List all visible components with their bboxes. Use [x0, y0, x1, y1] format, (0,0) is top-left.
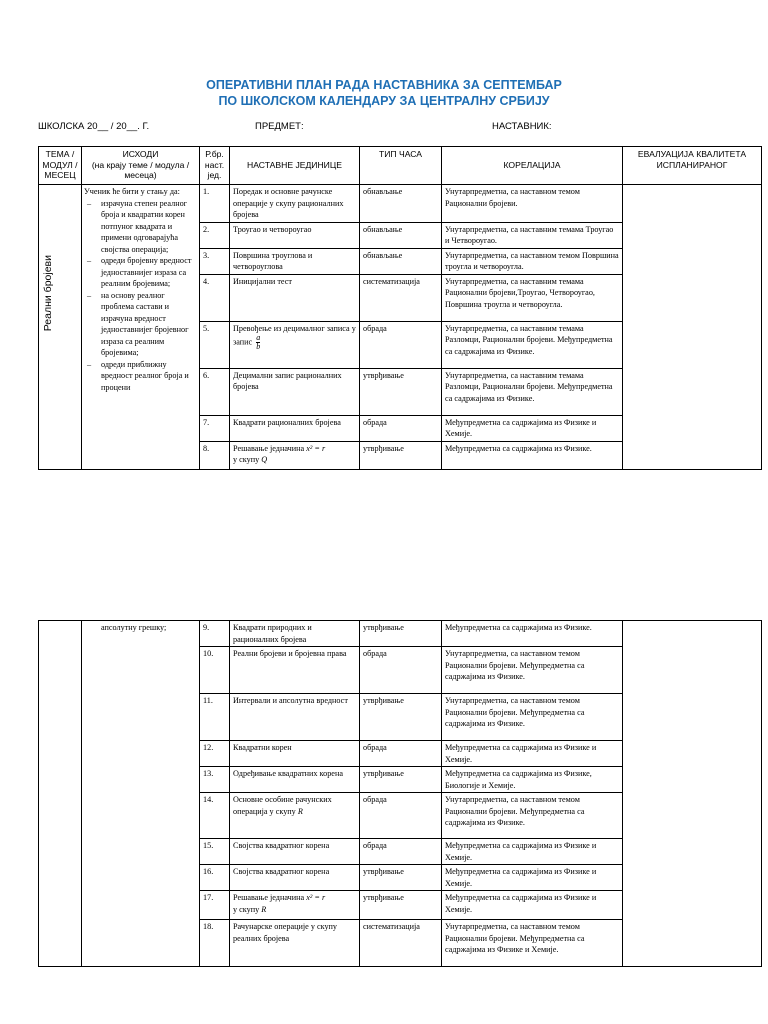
outcomes-cell [82, 185, 200, 470]
row-number: 3. [200, 248, 230, 274]
theme-cell [39, 621, 82, 967]
row-unit: Квадрати природних и рационалних бројева [230, 621, 360, 647]
header-outcomes [82, 147, 200, 185]
outcome-item: – израчуна степен реалног броја и квадратни корен потпуног квадрата и примени одговарајућа својства операција; [84, 198, 197, 256]
header-correlation: КОРЕЛАЦИЈА [442, 147, 623, 185]
row-unit-text: Превођење из децималног записа у запис [233, 323, 356, 347]
row-type: обнављање [360, 248, 442, 274]
row-correlation: Унутарпредметна, са наставним темама Рационални бројеви,Троугао, Четвороугао, Површина троугла и четвороугла. [442, 274, 623, 321]
row-correlation: Међупредметна са садржајима из Физике и Хемије. [442, 415, 623, 441]
row-correlation: Унутарпредметна, са наставним темама Разломци, Рационални бројеви. Међупредметна са садржајима из Физике. [442, 368, 623, 415]
row-unit: Рачунарске операције у скупу реалних бројева [230, 920, 360, 967]
row-unit: Квадрати рационалних бројева [230, 415, 360, 441]
row-unit: Својства квадратног корена [230, 839, 360, 865]
row-correlation: Унутарпредметна, са наставном темом Рационални бројеви. Међупредметна са садржајима из Физике и Хемије. [442, 920, 623, 967]
row-unit: Троугао и четвороугао [230, 222, 360, 248]
row-correlation: Унутарпредметна, са наставном темом Рационални бројеви. Међупредметна са садржајима из Физике. [442, 694, 623, 741]
row-type: обрада [360, 839, 442, 865]
row-number: 13. [200, 767, 230, 793]
row-type: утврђивање [360, 767, 442, 793]
row-number: 9. [200, 621, 230, 647]
row-type: утврђивање [360, 621, 442, 647]
row-correlation: Унутарпредметна, са наставним темама Разломци, Рационални бројеви. Међупредметна са садржајима из Физике. [442, 321, 623, 368]
evaluation-cell [623, 621, 762, 967]
outcomes-continuation: апсолутну грешку; [101, 623, 167, 632]
row-number: 7. [200, 415, 230, 441]
row-type: обрада [360, 647, 442, 694]
row-correlation: Међупредметна са садржајима из Физике и Хемије. [442, 741, 623, 767]
set-symbol: Q [261, 455, 268, 464]
row-number: 18. [200, 920, 230, 967]
row-type: обрада [360, 415, 442, 441]
row-number: 11. [200, 694, 230, 741]
row-type: обрада [360, 741, 442, 767]
header-outcomes-sub: (на крају теме / модула / месеца) [91, 159, 190, 180]
row-number: 12. [200, 741, 230, 767]
row-unit-text: Решавање једначина [233, 443, 305, 453]
row-unit-text: Основне особине рачунских операција у скупу [233, 795, 332, 816]
row-type: систематизација [360, 274, 442, 321]
row-number: 8. [200, 441, 230, 469]
theme-label: Реални бројеви [42, 255, 54, 332]
row-unit: Одређивање квадратних корена [230, 767, 360, 793]
equation: x² = r [306, 443, 326, 453]
set-symbol: R [261, 904, 267, 914]
row-correlation: Унутарпредметна, са наставним темама Троугао и Четвороугао. [442, 222, 623, 248]
outcomes-intro: Ученик ће бити у стању да: [84, 187, 180, 196]
subject-label: ПРЕДМЕТ: [255, 121, 304, 132]
teacher-label: НАСТАВНИК: [492, 121, 552, 132]
fraction-denominator: b [256, 342, 261, 351]
row-correlation: Унутарпредметна, са наставном темом Рационални бројеви. Међупредметна са садржајима из Физике. [442, 793, 623, 839]
theme-cell [39, 185, 82, 470]
row-unit: Својства квадратног корена [230, 865, 360, 891]
row-correlation: Међупредметна са садржајима из Физике. [442, 621, 623, 647]
row-type: обрада [360, 321, 442, 368]
row-number: 17. [200, 891, 230, 920]
row-unit [230, 891, 360, 920]
row-type: утврђивање [360, 368, 442, 415]
row-number: 10. [200, 647, 230, 694]
outcome-item: – одреди бројевну вредност једноставнијег израза са реалним бројевима; [84, 255, 197, 290]
row-unit: Интервали и апсолутна вредност [230, 694, 360, 741]
header-row [39, 147, 762, 185]
row-correlation: Међупредметна са садржајима из Физике и Хемије. [442, 865, 623, 891]
row-type: обнављање [360, 222, 442, 248]
evaluation-cell [623, 185, 762, 470]
plan-table-page-2 [38, 620, 762, 967]
row-unit [230, 321, 360, 368]
row-type: утврђивање [360, 441, 442, 469]
row-number: 6. [200, 368, 230, 415]
row-unit: Децимални запис рационалних бројева [230, 368, 360, 415]
row-unit: Реални бројеви и бројевна права [230, 647, 360, 694]
row-correlation: Унутарпредметна, са наставном темом Рационални бројеви. Међупредметна са садржајима из Физике. [442, 647, 623, 694]
row-unit-text-end: у скупу [233, 904, 260, 914]
school-year-label: ШКОЛСКА 20__ / 20__. Г. [38, 121, 150, 132]
header-units: НАСТАВНЕ ЈЕДИНИЦЕ [230, 147, 360, 185]
header-evaluation: ЕВАЛУАЦИЈА КВАЛИТЕТА ИСПЛАНИРАНОГ [623, 147, 762, 185]
fraction-numerator: a [256, 333, 261, 342]
row-number: 2. [200, 222, 230, 248]
row-number: 1. [200, 185, 230, 223]
row-type: обнављање [360, 185, 442, 223]
outcome-item: – одреди приближну вредност реалног броја и процени [84, 359, 197, 394]
row-correlation: Међупредметна са садржајима из Физике и Хемије. [442, 839, 623, 865]
row-unit: Иницијални тест [230, 274, 360, 321]
row-number: 14. [200, 793, 230, 839]
row-type: утврђивање [360, 865, 442, 891]
row-type: утврђивање [360, 891, 442, 920]
row-correlation: Међупредметна са садржајима из Физике. [442, 441, 623, 469]
row-type: систематизација [360, 920, 442, 967]
row-correlation: Међупредметна са садржајима из Физике, Биологије и Хемије. [442, 767, 623, 793]
header-theme: ТЕМА / МОДУЛ / МЕСЕЦ [39, 147, 82, 185]
row-unit-text: Решавање једначина [233, 893, 305, 902]
equation: x² = r [306, 893, 326, 902]
plan-table-page-1 [38, 146, 762, 470]
row-correlation: Унутарпредметна, са наставном темом Површина троугла и четвороугла. [442, 248, 623, 274]
header-type: ТИП ЧАСА [360, 147, 442, 185]
header-outcomes-title: ИСХОДИ [122, 149, 159, 159]
table-row [39, 185, 762, 223]
row-unit: Квадратни корен [230, 741, 360, 767]
row-unit: Поредак и основне рачунске операције у скупу рационалних бројева [230, 185, 360, 223]
row-correlation: Унутарпредметна, са наставном темом Рационални бројеви. [442, 185, 623, 223]
row-type: утврђивање [360, 694, 442, 741]
row-number: 16. [200, 865, 230, 891]
outcomes-list [84, 198, 197, 394]
row-number: 4. [200, 274, 230, 321]
row-unit [230, 793, 360, 839]
document-title-line-2: ПО ШКОЛСКОМ КАЛЕНДАРУ ЗА ЦЕНТРАЛНУ СРБИЈУ [218, 94, 550, 108]
header-number: Р.бр. наст. јед. [200, 147, 230, 185]
row-unit: Површина троуглова и четвороуглова [230, 248, 360, 274]
document-title-line-1: ОПЕРАТИВНИ ПЛАН РАДА НАСТАВНИКА ЗА СЕПТЕМБАР [206, 78, 562, 92]
fraction [256, 334, 260, 351]
table-row [39, 621, 762, 647]
row-unit-text-end: у скупу [233, 455, 260, 464]
set-symbol: R [297, 806, 303, 816]
outcomes-cell [82, 621, 200, 967]
row-number: 5. [200, 321, 230, 368]
row-correlation: Међупредметна са садржајима из Физике и Хемије. [442, 891, 623, 920]
row-type: обрада [360, 793, 442, 839]
outcome-item: – на основу реалног проблема састави и израчуна вредност једноставнијег бројевног израза са реалним бројевима; [84, 290, 197, 359]
row-unit [230, 441, 360, 469]
row-number: 15. [200, 839, 230, 865]
